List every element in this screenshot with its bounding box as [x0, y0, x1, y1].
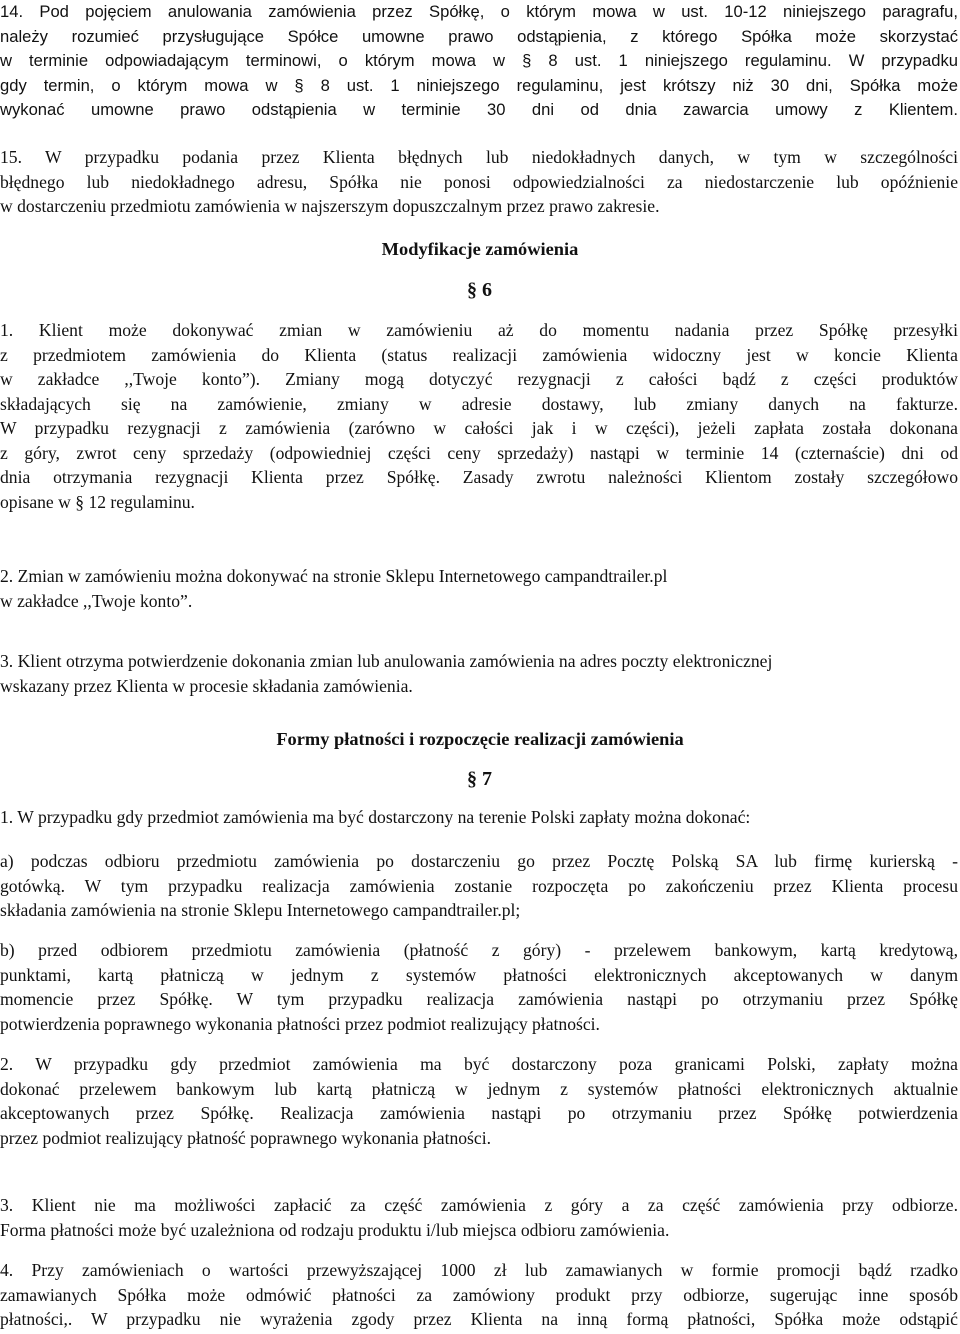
section-7-point-a: [0, 849, 958, 923]
paragraph-line: w zakładce ,,Twoje konto”.: [0, 590, 193, 611]
paragraph-14: [0, 0, 958, 123]
paragraph-line: wykonać umowne prawo odstąpienia w terminie 30 dni od dnia zawarcia umowy z Klientem.: [0, 100, 958, 119]
paragraph-line: 14. Pod pojęciem anulowania zamówienia przez Spółkę, o którym mowa w ust. 10-12 niniejszego paragrafu,: [0, 2, 958, 21]
paragraph-line: Forma płatności może być uzależniona od rodzaju produktu i/lub miejsca odbioru zamówienia.: [0, 1219, 670, 1240]
section-7-point-4: [0, 1258, 958, 1332]
paragraph-line: w terminie odpowiadającym terminowi, o którym mowa w § 8 ust. 1 niniejszego regulaminu. W przypadku: [0, 51, 958, 70]
paragraph-line: wskazany przez Klienta w procesie składania zamówienia.: [0, 675, 413, 696]
paragraph-line: dokonać przelewem bankowym lub kartą płatniczą w jednym z systemów płatności elektronicznych aktualnie: [0, 1078, 958, 1099]
paragraph-line: 1. Klient może dokonywać zmian w zamówieniu aż do momentu nadania przez Spółkę przesyłki: [0, 320, 958, 340]
paragraph-line: błędnego lub niedokładnego adresu, Spółka nie ponosi odpowiedzialności za niedostarczenie lub opóźnienie: [0, 171, 958, 192]
paragraph-line: dnia otrzymania rezygnacji Klienta przez Spółkę. Zasady zwrotu należności Klientom zostały szczegółowo: [0, 467, 958, 487]
section-7-marker: § 7: [467, 768, 492, 790]
paragraph-line: w zakładce ,,Twoje konto”). Zmiany mogą dotyczyć rezygnacji z całości bądź z części produktów: [0, 369, 958, 389]
paragraph-line: opisane w § 12 regulaminu.: [0, 491, 195, 512]
paragraph-line: 4. Przy zamówieniach o wartości przewyższającej 1000 zł lub zamawianych w formie promocji bądź rzadko: [0, 1260, 958, 1280]
paragraph-line: momencie przez Spółkę. W tym przypadku realizacja zamówienia nastąpi po otrzymaniu przez Spółkę: [0, 989, 958, 1009]
paragraph-line: 2. Zmian w zamówieniu można dokonywać na stronie Sklepu Internetowego campandtrailer.pl: [0, 566, 668, 586]
paragraph-line: zamawianych Spółka może odmówić płatności za zamówiony produkt przy odbiorze, sugerując inne sposób: [0, 1284, 958, 1305]
paragraph-line: b) przed odbiorem przedmiotu zamówienia (płatność z góry) - przelewem bankowym, kartą kredytową,: [0, 940, 958, 960]
section-6-point-3: [0, 649, 958, 698]
paragraph-line: 15. W przypadku podania przez Klienta błędnych lub niedokładnych danych, w tym w szczególności: [0, 147, 958, 167]
paragraph-line: potwierdzenia poprawnego wykonania płatności przez podmiot realizujący płatności.: [0, 1013, 600, 1034]
section-6-marker: § 6: [467, 279, 492, 301]
paragraph-line: w dostarczeniu przedmiotu zamówienia w najszerszym dopuszczalnym przez prawo zakresie.: [0, 196, 660, 216]
section-6-point-1: [0, 318, 958, 514]
paragraph-line: z przedmiotem zamówienia do Klienta (status realizacji zamówienia widoczny jest w koncie Klienta: [0, 344, 958, 365]
paragraph-line: składania zamówienia na stronie Sklepu Internetowego campandtrailer.pl;: [0, 900, 521, 920]
paragraph-line: 1. W przypadku gdy przedmiot zamówienia ma być dostarczony na terenie Polski zapłaty można dokonać:: [0, 807, 751, 827]
section-7-point-1: [0, 805, 958, 830]
section-7-point-b: [0, 938, 958, 1036]
paragraph-line: składających się na zamówienie, zmiany w adresie dostawy, lub zmiany danych na fakturze.: [0, 393, 958, 414]
paragraph-line: punktami, kartą płatniczą w jednym z systemów płatności elektronicznych akceptowanych w danym: [0, 964, 958, 985]
section-6-point-2: [0, 564, 958, 613]
paragraph-line: 2. W przypadku gdy przedmiot zamówienia ma być dostarczony poza granicami Polski, zapłaty można: [0, 1054, 958, 1074]
paragraph-line: gdy termin, o którym mowa w § 8 ust. 1 niniejszego regulaminu, jest krótszy niż 30 dni, Spółka może: [0, 75, 958, 95]
paragraph-line: a) podczas odbioru przedmiotu zamówienia po dostarczeniu go przez Pocztę Polską SA lub firmę kurierską -: [0, 851, 958, 871]
paragraph-line: płatności,. W przypadku nie wyrażenia zgody przez Klienta na inną formą płatności, Spółka może odstąpić: [0, 1309, 958, 1329]
section-7-point-2: [0, 1052, 958, 1150]
paragraph-15: [0, 145, 958, 219]
paragraph-line: akceptowanych przez Spółkę. Realizacja zamówienia nastąpi po otrzymaniu przez Spółkę potwierdzenia: [0, 1103, 958, 1123]
paragraph-line: W przypadku rezygnacji z zamówienia (zarówno w całości jak i w części), jeżeli zapłata została dokonana: [0, 418, 958, 438]
paragraph-line: należy rozumieć przysługujące Spółce umowne prawo odstąpienia, z którego Spółka może skorzystać: [0, 26, 958, 46]
paragraph-line: z góry, zwrot ceny sprzedaży (odpowiedniej części ceny sprzedaży) nastąpi w terminie 14 (czternaście) dni od: [0, 442, 958, 463]
section-7-point-3: [0, 1193, 958, 1242]
paragraph-line: 3. Klient otrzyma potwierdzenie dokonania zmian lub anulowania zamówienia na adres poczty elektronicznej: [0, 651, 773, 671]
paragraph-line: gotówką. W tym przypadku realizacja zamówienia zostanie rozpoczęta po zakończeniu przez Klienta procesu: [0, 875, 958, 896]
heading-modyfikacje-zamowienia: Modyfikacje zamówienia: [381, 239, 579, 259]
paragraph-line: 3. Klient nie ma możliwości zapłacić za część zamówienia z góry a za część zamówienia przy odbiorze.: [0, 1195, 958, 1215]
paragraph-line: przez podmiot realizujący płatność poprawnego wykonania płatności.: [0, 1127, 491, 1148]
heading-formy-platnosci: Formy płatności i rozpoczęcie realizacji zamówienia: [276, 729, 684, 749]
